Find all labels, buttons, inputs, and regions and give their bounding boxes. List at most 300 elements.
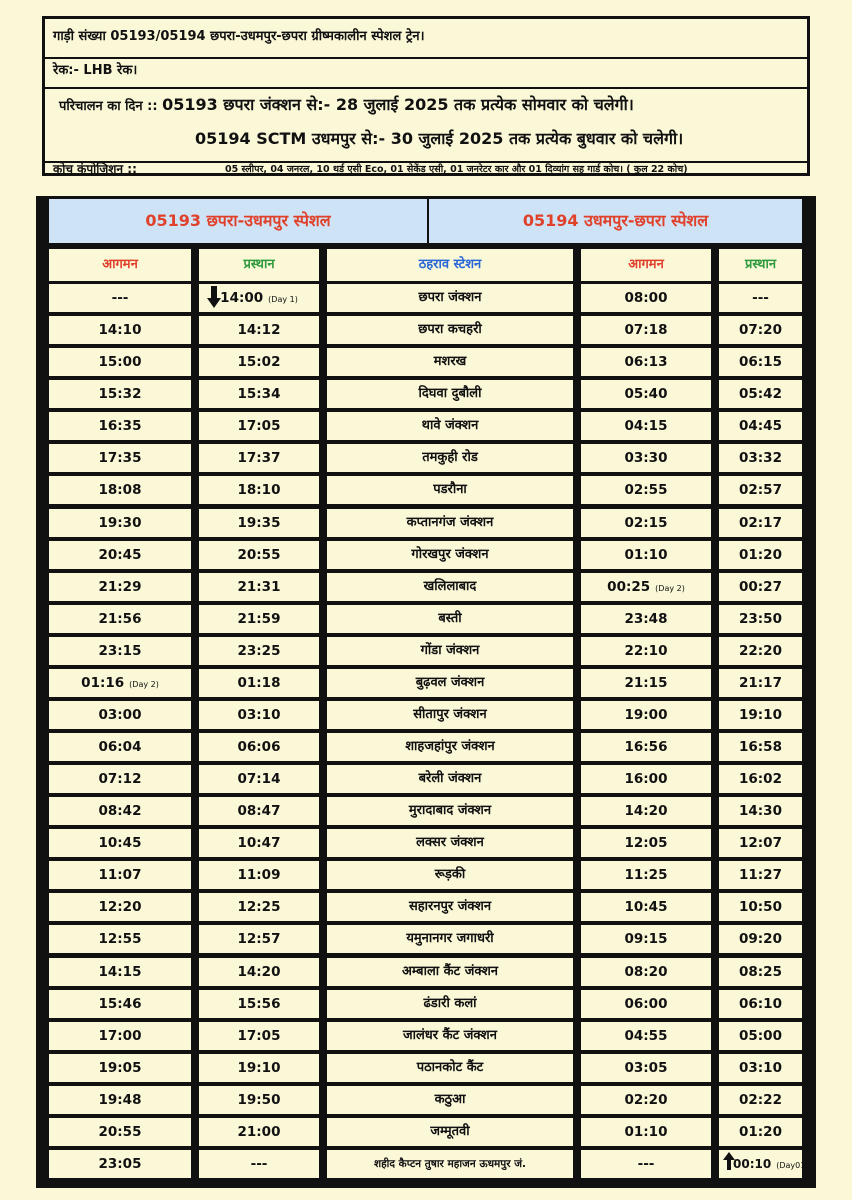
cell-departure-up — [199, 797, 319, 825]
cell-departure-up — [199, 893, 319, 921]
cell-arrival-down — [581, 990, 711, 1018]
cell-departure-down — [719, 412, 802, 440]
arrival-down-value: 08:00 — [624, 290, 668, 306]
arrival-down-value: 06:00 — [624, 996, 668, 1012]
arrival-up-value: 21:56 — [98, 611, 142, 627]
departure-down-value: 00:10 — [733, 1157, 772, 1171]
cell-departure-down — [719, 958, 802, 986]
arrival-up-value: --- — [111, 290, 129, 306]
departure-up-value: 15:56 — [237, 996, 281, 1012]
cell-arrival-up — [49, 1054, 191, 1082]
cell-arrival-down — [581, 861, 711, 889]
departure-down-day-tag: (Day01) — [776, 1161, 809, 1170]
cell-arrival-down — [581, 476, 711, 504]
cell-arrival-up — [49, 1118, 191, 1146]
cell-arrival-up — [49, 1022, 191, 1050]
departure-up-value: 23:25 — [237, 643, 281, 659]
cell-arrival-up — [49, 637, 191, 665]
cell-station — [327, 990, 573, 1018]
cell-departure-up — [199, 990, 319, 1018]
cell-arrival-up — [49, 829, 191, 857]
departure-down-value: --- — [752, 290, 769, 306]
station-value: सीतापुर जंक्शन — [413, 707, 487, 722]
station-value: छपरा कचहरी — [418, 322, 482, 337]
arrival-down-value: 01:10 — [624, 547, 668, 563]
departure-up-value: 19:10 — [237, 1060, 281, 1076]
cell-departure-up — [199, 669, 319, 697]
cell-departure-down — [719, 637, 802, 665]
cell-arrival-up — [49, 380, 191, 408]
cell-station — [327, 733, 573, 761]
cell-departure-up — [199, 925, 319, 953]
arrival-down-value: 03:05 — [624, 1060, 668, 1076]
cell-arrival-up — [49, 348, 191, 376]
arrival-down-value: 23:48 — [624, 611, 668, 627]
col-header-station — [327, 249, 573, 281]
cell-departure-down — [719, 1022, 802, 1050]
arrival-up-value: 23:15 — [98, 643, 142, 659]
cell-departure-down — [719, 444, 802, 472]
train-up-title: 05193 छपरा-उधमपुर स्पेशल — [49, 199, 427, 243]
station-value: मुरादाबाद जंक्शन — [408, 803, 492, 818]
cell-station — [327, 509, 573, 537]
departure-down-value: 07:20 — [739, 322, 782, 338]
station-value: रूड़की — [434, 867, 466, 882]
cell-departure-down — [719, 925, 802, 953]
cell-departure-down — [719, 476, 802, 504]
arrival-up-value: 23:05 — [98, 1156, 142, 1172]
cell-station — [327, 412, 573, 440]
departure-up-value: 11:09 — [237, 867, 281, 883]
station-value: गोरखपुर जंक्शन — [411, 547, 489, 562]
cell-station — [327, 348, 573, 376]
arrival-up-value: 12:55 — [98, 931, 142, 947]
station-value: तमकुही रोड — [422, 450, 478, 465]
operation-line-up: 05193 छपरा जंक्शन से:- 28 जुलाई 2025 तक प्रत्येक सोमवार को चलेगी। — [162, 95, 634, 114]
cell-arrival-down — [581, 605, 711, 633]
cell-arrival-down — [581, 316, 711, 344]
col-header-departure-up-label: प्रस्थान — [243, 257, 275, 272]
cell-arrival-down — [581, 1054, 711, 1082]
arrival-up-value: 16:35 — [98, 418, 142, 434]
cell-departure-down — [719, 733, 802, 761]
station-value: मशरख — [433, 354, 467, 369]
arrival-down-value: 22:10 — [624, 643, 668, 659]
departure-up-value: 21:31 — [237, 579, 281, 595]
cell-departure-down — [719, 316, 802, 344]
cell-departure-down — [719, 380, 802, 408]
cell-station — [327, 1086, 573, 1114]
cell-departure-up — [199, 380, 319, 408]
cell-arrival-down — [581, 925, 711, 953]
departure-down-value: 09:20 — [739, 931, 782, 947]
station-value: सहारनपुर जंक्शन — [408, 899, 492, 914]
arrival-up-value: 19:30 — [98, 515, 142, 531]
cell-departure-down — [719, 893, 802, 921]
departure-up-value: 01:18 — [237, 675, 281, 691]
station-value: यमुनानगर जगाधरी — [406, 931, 494, 946]
departure-up-value: 21:59 — [237, 611, 281, 627]
departure-down-value: 03:10 — [739, 1060, 782, 1076]
cell-arrival-down — [581, 733, 711, 761]
station-value: बरेली जंक्शन — [418, 771, 482, 786]
cell-arrival-down — [581, 412, 711, 440]
departure-up-value: 03:10 — [237, 707, 281, 723]
departure-up-value: 06:06 — [237, 739, 281, 755]
cell-station — [327, 669, 573, 697]
cell-arrival-down — [581, 701, 711, 729]
cell-station — [327, 284, 573, 312]
col-header-arrival-up-label: आगमन — [102, 257, 138, 272]
cell-station — [327, 380, 573, 408]
cell-departure-up — [199, 541, 319, 569]
arrival-up-value: 07:12 — [98, 771, 142, 787]
cell-departure-down — [719, 669, 802, 697]
cell-departure-down — [719, 509, 802, 537]
departure-down-value: 23:50 — [739, 611, 782, 627]
cell-arrival-down — [581, 509, 711, 537]
departure-up-value: 18:10 — [237, 482, 281, 498]
station-value: जम्मूतवी — [430, 1124, 470, 1139]
departure-down-value: 19:10 — [739, 707, 782, 723]
departure-down-value: 01:20 — [739, 1124, 782, 1140]
arrival-up-value: 15:46 — [98, 996, 142, 1012]
train-down-title: 05194 उधमपुर-छपरा स्पेशल — [429, 199, 802, 243]
cell-departure-up — [199, 829, 319, 857]
departure-up-value: 15:34 — [237, 386, 281, 402]
departure-up-value: 19:35 — [237, 515, 281, 531]
cell-departure-down — [719, 701, 802, 729]
arrival-up-value: 12:20 — [98, 899, 142, 915]
arrival-up-value: 01:16 — [81, 675, 125, 691]
cell-arrival-down — [581, 797, 711, 825]
arrival-up-value: 18:08 — [98, 482, 142, 498]
departure-down-value: 03:32 — [739, 450, 782, 466]
cell-departure-down — [719, 797, 802, 825]
cell-arrival-up — [49, 1086, 191, 1114]
cell-arrival-up — [49, 861, 191, 889]
cell-arrival-up — [49, 1150, 191, 1178]
cell-arrival-up — [49, 605, 191, 633]
cell-departure-down — [719, 829, 802, 857]
arrival-up-day-tag: (Day 2) — [129, 680, 159, 689]
station-value: बस्ती — [438, 611, 462, 626]
departure-up-value: 20:55 — [237, 547, 281, 563]
cell-departure-down — [719, 284, 802, 312]
cell-arrival-down — [581, 541, 711, 569]
cell-station — [327, 444, 573, 472]
cell-station — [327, 893, 573, 921]
cell-station — [327, 701, 573, 729]
cell-arrival-down — [581, 1150, 711, 1178]
cell-arrival-down — [581, 1118, 711, 1146]
cell-arrival-up — [49, 733, 191, 761]
operation-label: परिचालन का दिन :: — [59, 99, 163, 114]
arrival-down-value: 00:25 — [607, 579, 651, 595]
arrival-down-value: 06:13 — [624, 354, 668, 370]
arrival-up-value: 03:00 — [98, 707, 142, 723]
departure-up-value: 14:12 — [237, 322, 281, 338]
arrival-down-value: 01:10 — [624, 1124, 668, 1140]
departure-down-value: 06:10 — [739, 996, 782, 1012]
cell-departure-up — [199, 958, 319, 986]
arrival-up-value: 19:48 — [98, 1092, 142, 1108]
cell-departure-down — [719, 861, 802, 889]
cell-arrival-down — [581, 958, 711, 986]
down-arrow-icon — [207, 286, 221, 318]
cell-departure-up — [199, 412, 319, 440]
arrival-down-value: --- — [637, 1156, 655, 1172]
cell-departure-up — [199, 861, 319, 889]
departure-up-value: --- — [250, 1156, 268, 1172]
arrival-down-value: 02:15 — [624, 515, 668, 531]
cell-departure-up — [199, 476, 319, 504]
station-value: दिघवा दुबौली — [418, 386, 482, 401]
departure-down-value: 02:57 — [739, 482, 782, 498]
cell-departure-down — [719, 573, 802, 601]
arrival-down-day-tag: (Day 2) — [655, 584, 685, 593]
arrival-down-value: 04:15 — [624, 418, 668, 434]
departure-down-value: 21:17 — [739, 675, 782, 691]
cell-departure-down — [719, 1150, 809, 1178]
cell-departure-down — [719, 605, 802, 633]
cell-arrival-up — [49, 765, 191, 793]
arrival-up-value: 14:15 — [98, 964, 142, 980]
cell-departure-up — [199, 701, 319, 729]
cell-departure-up — [199, 1022, 319, 1050]
station-value: जालंधर कैंट जंक्शन — [402, 1028, 497, 1043]
departure-down-value: 16:58 — [739, 739, 782, 755]
cell-departure-up — [199, 605, 319, 633]
coach-label: कोच कंपोजिशन :: — [53, 162, 137, 176]
departure-down-value: 02:17 — [739, 515, 782, 531]
station-value: बुढ़वल जंक्शन — [415, 675, 485, 690]
departure-up-value: 12:57 — [237, 931, 281, 947]
cell-departure-down — [719, 541, 802, 569]
departure-up-value: 17:05 — [237, 418, 281, 434]
cell-departure-down — [719, 990, 802, 1018]
arrival-down-value: 02:20 — [624, 1092, 668, 1108]
cell-arrival-down — [581, 348, 711, 376]
cell-arrival-down — [581, 1022, 711, 1050]
cell-station — [327, 316, 573, 344]
cell-departure-down — [719, 1118, 802, 1146]
cell-station — [327, 797, 573, 825]
departure-down-value: 01:20 — [739, 547, 782, 563]
cell-departure-up — [199, 733, 319, 761]
cell-station — [327, 765, 573, 793]
cell-departure-up — [199, 444, 319, 472]
cell-station — [327, 573, 573, 601]
arrival-up-value: 21:29 — [98, 579, 142, 595]
arrival-down-value: 19:00 — [624, 707, 668, 723]
station-value: लक्सर जंक्शन — [416, 835, 484, 850]
departure-down-value: 05:00 — [739, 1028, 782, 1044]
arrival-up-value: 15:00 — [98, 354, 142, 370]
departure-down-value: 02:22 — [739, 1092, 782, 1108]
arrival-down-value: 12:05 — [624, 835, 668, 851]
cell-departure-up — [199, 1054, 319, 1082]
cell-arrival-up — [49, 797, 191, 825]
cell-arrival-up — [49, 284, 191, 312]
departure-up-day-tag: (Day 1) — [268, 295, 298, 304]
cell-arrival-up — [49, 541, 191, 569]
departure-down-value: 12:07 — [739, 835, 782, 851]
arrival-up-value: 06:04 — [98, 739, 142, 755]
cell-departure-up — [199, 1118, 319, 1146]
col-header-arrival-down — [581, 249, 711, 281]
station-value: ढंडारी कलां — [423, 996, 477, 1011]
cell-station — [327, 1118, 573, 1146]
arrival-up-value: 17:00 — [98, 1028, 142, 1044]
station-value: गोंडा जंक्शन — [420, 643, 480, 658]
arrival-down-value: 04:55 — [624, 1028, 668, 1044]
departure-down-value: 10:50 — [739, 899, 782, 915]
departure-up-value: 17:05 — [237, 1028, 281, 1044]
col-header-departure-down — [719, 249, 802, 281]
cell-departure-up — [199, 509, 319, 537]
cell-arrival-up — [49, 893, 191, 921]
departure-down-value: 22:20 — [739, 643, 782, 659]
arrival-up-value: 11:07 — [98, 867, 142, 883]
cell-arrival-down — [581, 380, 711, 408]
departure-down-value: 06:15 — [739, 354, 782, 370]
cell-arrival-up — [49, 990, 191, 1018]
operation-line-down: 05194 SCTM उधमपुर से:- 30 जुलाई 2025 तक प्रत्येक बुधवार को चलेगी। — [195, 129, 684, 148]
cell-station — [327, 829, 573, 857]
cell-arrival-up — [49, 573, 191, 601]
cell-station — [327, 541, 573, 569]
departure-up-value: 15:02 — [237, 354, 281, 370]
cell-departure-down — [719, 765, 802, 793]
arrival-down-value: 05:40 — [624, 386, 668, 402]
cell-arrival-down — [581, 765, 711, 793]
arrival-up-value: 10:45 — [98, 835, 142, 851]
station-value: छपरा जंक्शन — [418, 290, 482, 305]
departure-up-value: 19:50 — [237, 1092, 281, 1108]
cell-arrival-down — [581, 573, 711, 601]
departure-down-value: 04:45 — [739, 418, 782, 434]
arrival-down-value: 10:45 — [624, 899, 668, 915]
station-value: थावे जंक्शन — [421, 418, 479, 433]
cell-departure-up — [199, 765, 319, 793]
arrival-down-value: 08:20 — [624, 964, 668, 980]
operation-days — [45, 87, 807, 163]
cell-departure-down — [719, 1054, 802, 1082]
arrival-down-value: 09:15 — [624, 931, 668, 947]
station-value: कप्तानगंज जंक्शन — [406, 515, 494, 530]
departure-up-value: 17:37 — [237, 450, 281, 466]
cell-departure-up — [199, 316, 319, 344]
arrival-up-value: 20:55 — [98, 1124, 142, 1140]
cell-departure-down — [719, 348, 802, 376]
departure-up-value: 08:47 — [237, 803, 281, 819]
cell-arrival-up — [49, 444, 191, 472]
cell-arrival-down — [581, 1086, 711, 1114]
arrival-down-value: 02:55 — [624, 482, 668, 498]
col-header-departure-up — [199, 249, 319, 281]
departure-up-value: 14:00 — [220, 290, 264, 306]
cell-arrival-down — [581, 444, 711, 472]
cell-arrival-up — [49, 412, 191, 440]
cell-arrival-down — [581, 669, 711, 697]
coach-composition — [45, 161, 807, 176]
cell-departure-up — [199, 573, 319, 601]
cell-station — [327, 958, 573, 986]
arrival-down-value: 16:00 — [624, 771, 668, 787]
station-value: शाहजहांपुर जंक्शन — [405, 739, 495, 754]
coach-text: 05 स्लीपर, 04 जनरल, 10 थर्ड एसी Eco, 01 सेकेंड एसी, 01 जनरेटर कार और 01 दिव्यांग सह गार्ड कोच। ( कुल 22 कोच) — [225, 164, 688, 175]
cell-arrival-down — [581, 893, 711, 921]
cell-departure-up — [199, 1150, 319, 1178]
cell-arrival-up — [49, 669, 191, 697]
cell-arrival-up — [49, 509, 191, 537]
arrival-up-value: 19:05 — [98, 1060, 142, 1076]
cell-station — [327, 476, 573, 504]
departure-down-value: 14:30 — [739, 803, 782, 819]
train-info-header — [42, 16, 810, 176]
departure-up-value: 07:14 — [237, 771, 281, 787]
arrival-up-value: 17:35 — [98, 450, 142, 466]
col-header-station-label: ठहराव स्टेशन — [418, 257, 482, 272]
departure-up-value: 21:00 — [237, 1124, 281, 1140]
departure-down-value: 11:27 — [739, 867, 782, 883]
cell-station — [327, 1150, 573, 1178]
departure-down-value: 05:42 — [739, 386, 782, 402]
arrival-down-value: 07:18 — [624, 322, 668, 338]
cell-station — [327, 1054, 573, 1082]
arrival-down-value: 11:25 — [624, 867, 668, 883]
timetable — [36, 196, 816, 1188]
station-value: कठुआ — [434, 1092, 466, 1107]
departure-down-value: 16:02 — [739, 771, 782, 787]
rake-info: रेक:- LHB रेक। — [45, 57, 807, 89]
cell-departure-up — [199, 637, 319, 665]
cell-arrival-up — [49, 701, 191, 729]
cell-station — [327, 925, 573, 953]
arrival-down-value: 21:15 — [624, 675, 668, 691]
cell-arrival-down — [581, 637, 711, 665]
col-header-arrival-up — [49, 249, 191, 281]
cell-station — [327, 1022, 573, 1050]
col-header-arrival-down-label: आगमन — [628, 257, 664, 272]
cell-station — [327, 605, 573, 633]
train-title: गाड़ी संख्या 05193/05194 छपरा-उधमपुर-छपरा ग्रीष्मकालीन स्पेशल ट्रेन। — [45, 19, 807, 59]
cell-arrival-down — [581, 284, 711, 312]
departure-down-value: 00:27 — [739, 579, 782, 595]
cell-departure-up — [199, 1086, 319, 1114]
station-value: खलिलाबाद — [423, 579, 477, 594]
col-header-departure-down-label: प्रस्थान — [744, 257, 777, 272]
station-value: अम्बाला कैंट जंक्शन — [402, 964, 498, 979]
station-value: पठानकोट कैंट — [416, 1060, 484, 1075]
departure-up-value: 12:25 — [237, 899, 281, 915]
cell-station — [327, 861, 573, 889]
arrival-down-value: 03:30 — [624, 450, 668, 466]
cell-station — [327, 637, 573, 665]
arrival-up-value: 20:45 — [98, 547, 142, 563]
up-arrow-icon — [723, 1152, 735, 1180]
arrival-up-value: 08:42 — [98, 803, 142, 819]
cell-arrival-down — [581, 829, 711, 857]
departure-up-value: 10:47 — [237, 835, 281, 851]
arrival-up-value: 15:32 — [98, 386, 142, 402]
station-value: पडरौना — [433, 482, 467, 497]
arrival-up-value: 14:10 — [98, 322, 142, 338]
departure-down-value: 08:25 — [739, 964, 782, 980]
arrival-down-value: 14:20 — [624, 803, 668, 819]
cell-departure-up — [199, 284, 319, 312]
